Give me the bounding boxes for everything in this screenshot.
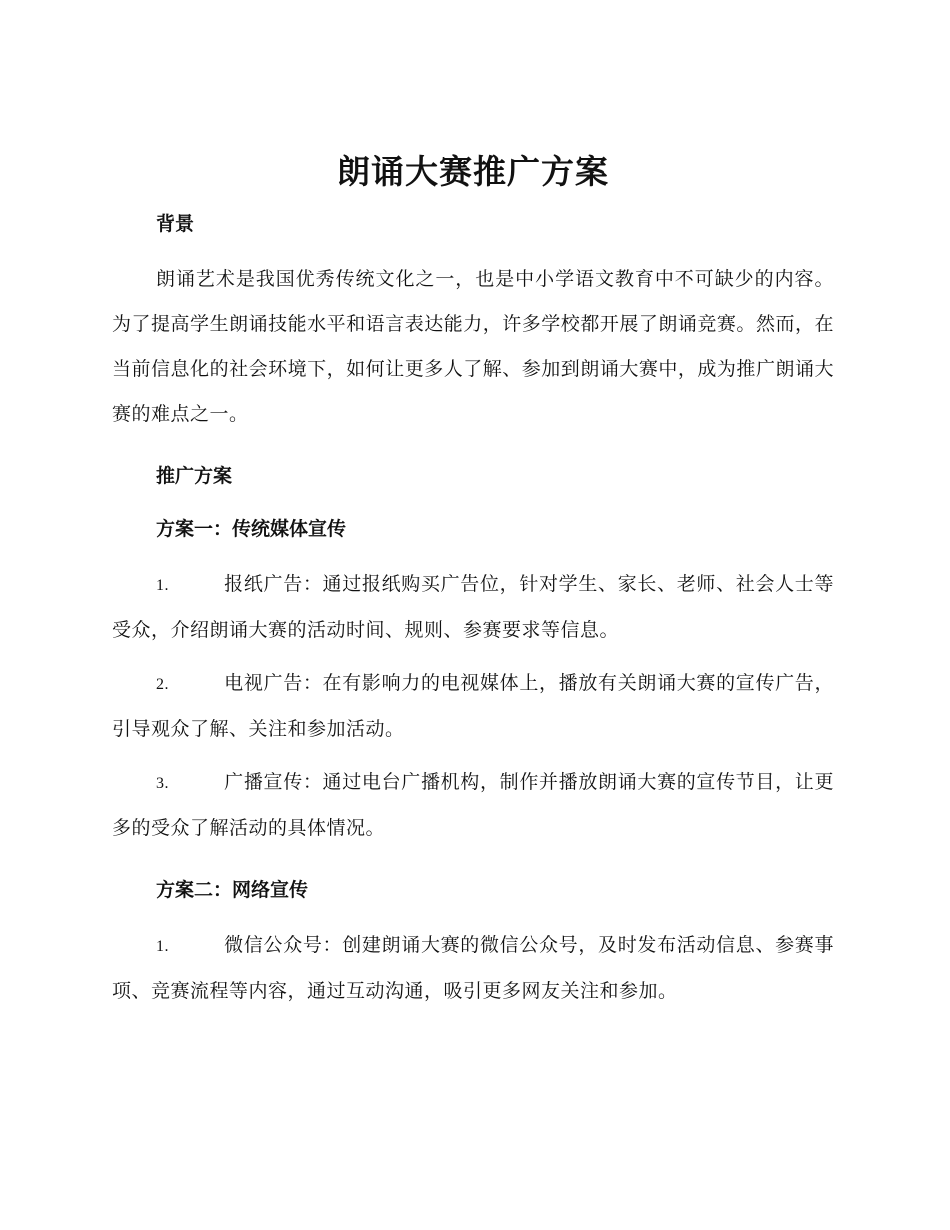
list-item [112,923,834,1014]
background-paragraph: 朗诵艺术是我国优秀传统文化之一，也是中小学语文教育中不可缺少的内容。为了提高学生朗诵技能水平和语言表达能力，许多学校都开展了朗诵竞赛。然而，在当前信息化的社会环境下，如何让更多人了解、参加到朗诵大赛中，成为推广朗诵大赛的难点之一。 [112,268,834,425]
list-item [112,760,834,851]
list-item [112,562,834,653]
list-item [112,661,834,752]
plan1-heading: 方案一：传统媒体宣传 [156,518,347,540]
list-text: 报纸广告：通过报纸购买广告位，针对学生、家长、老师、社会人士等受众，介绍朗诵大赛的活动时间、规则、参赛要求等信息。 [112,573,834,641]
list-text: 微信公众号：创建朗诵大赛的微信公众号，及时发布活动信息、参赛事项、竞赛流程等内容，通过互动沟通，吸引更多网友关注和参加。 [112,934,834,1002]
list-text: 电视广告：在有影响力的电视媒体上，播放有关朗诵大赛的宣传广告，引导观众了解、关注和参加活动。 [112,672,834,740]
list-number: 1. [156,577,169,594]
list-number: 1. [156,938,169,955]
plan2-heading: 方案二：网络宣传 [156,879,309,901]
list-number: 2. [156,676,169,693]
document-title: 朗诵大赛推广方案 [337,152,609,191]
background-heading: 背景 [156,213,195,235]
document-page [112,148,834,1014]
list-number: 3. [156,775,169,792]
list-text: 广播宣传：通过电台广播机构，制作并播放朗诵大赛的宣传节目，让更多的受众了解活动的具体情况。 [112,771,834,839]
plan-heading: 推广方案 [156,465,233,487]
